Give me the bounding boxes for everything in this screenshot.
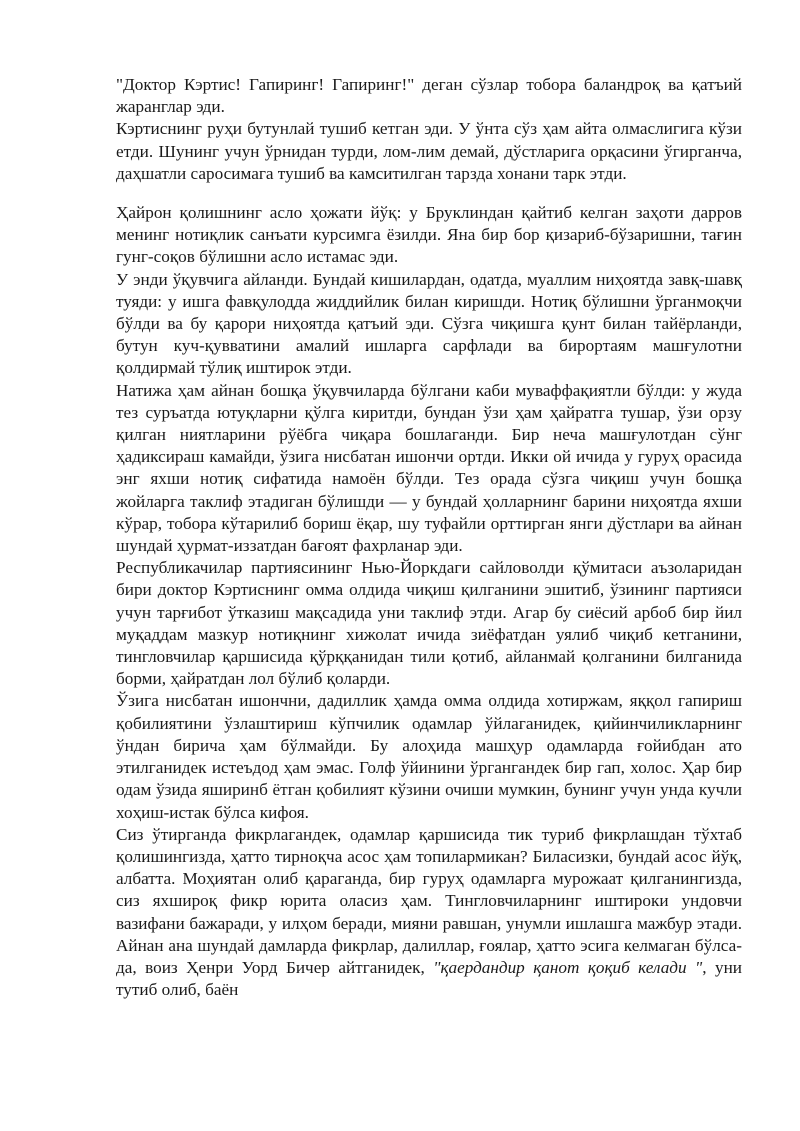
beecher-quote: "қаердандир қанот қоқиб келади " (433, 957, 703, 977)
paragraph-6: Республикачилар партиясининг Нью-Йоркдаги сайловолди қўмитаси аъзоларидан бири доктор Кэртиснинг омма олдида чиқиш қилганини эшитиб, ўзининг партияси учун тарғибот ўтказиш мақсадида уни таклиф этди. Агар бу сиёсий арбоб бир йил муқаддам мазкур нотиқнинг хижолат ичида зиёфатдан уялиб чиқиб кетганини, тингловчилар қаршисида қўрққанидан тили қотиб, айланмай қолганини билганида борми, ҳайратдан лол бўлиб қоларди. (116, 558, 742, 689)
paragraph-5: Натижа ҳам айнан бошқа ўқувчиларда бўлгани каби муваффақиятли бўлди: у жуда тез суръатда ютуқларни қўлга киритди, бундан ўзи ҳам ҳайратга тушар, ўзи орзу қилган ниятларини рўёбга чиқара бошлаганди. Бир неча машғулотдан сўнг ҳадиксираш камайди, ўзига нисбатан ишончи ортди. Икки ой ичида у гуруҳ орасида энг яхши нотиқ сифатида намоён бўлди. Тез орада сўзга чиқиш учун бошқа жойларга таклиф этадиган бўлишди — у бундай ҳолларнинг барини ниҳоятда яхши кўрар, тобора кўтарилиб бориш ёқар, шу туфайли орттирган янги дўстлари ва айнан шундай ҳурмат-иззатдан бағоят фахрланар эди. (116, 380, 742, 556)
paragraph-8-text: Сиз ўтирганда фикрлагандек, одамлар қаршисида тик туриб фикрлашдан тўхтаб қолишингизда, ҳатто тирноқча асос ҳам топилармикан? Биласизки, бундай асос йўқ, албатта. Моҳиятан олиб қараганда, бир гуруҳ одамларга мурожаат қилганингизда, сиз яхшироқ фикр юрита оласиз ҳам. Тингловчиларнинг иштироки ундовчи вазифани бажаради, у илҳом беради, мияни равшан, унумли ишлашга мажбур этади. Айнан ана шундай дамларда фикрлар, далиллар, ғоялар, ҳатто эсига келмаган бўлса-да, воиз Ҳенри Уорд Бичер айтганидек, (116, 824, 742, 977)
paragraph-3: Ҳайрон қолишнинг асло ҳожати йўқ: у Бруклиндан қайтиб келган заҳоти дарров менинг нотиқлик санъати курсимга ёзилди. Яна бир бор қизариб-бўзаришни, тағин гунг-соқов бўлишни асло истамас эди. (116, 203, 742, 267)
paragraph-2: Кэртиснинг руҳи бутунлай тушиб кетган эди. У ўнта сўз ҳам айта олмаслигига кўзи етди. Шунинг учун ўрнидан турди, лом-лим демай, дўстларига орқасини ўгирганча, даҳшатли саросимага тушиб ва камситилган тарзда хонани тарк этди. (116, 119, 742, 183)
paragraph-4: У энди ўқувчига айланди. Бундай кишилардан, одатда, муаллим ниҳоятда завқ-шавқ туяди: у ишга фавқулодда жиддийлик билан киришди. Нотиқ бўлишни ўрганмоқчи бўлди ва бу қарори ниҳоятда қатъий эди. Сўзга чиқишга қунт билан тайёрланди, бутун куч-қувватини амалий ишларга сарфлади ва бирортаям машғулотни қолдирмай тўлиқ иштирок этди. (116, 269, 742, 378)
paragraph-1: "Доктор Кэртис! Гапиринг! Гапиринг!" деган сўзлар тобора баландроқ ва қатъий жаранглар эди. (116, 75, 742, 117)
paragraph-8-tail: , уни тутиб олиб, баён (116, 957, 742, 1000)
paragraph-8 (116, 824, 742, 1002)
document-page (116, 74, 742, 1001)
paragraph-7: Ўзига нисбатан ишончни, дадиллик ҳамда омма олдида хотиржам, яққол гапириш қобилиятини ўзлаштириш кўпчилик одамлар ўйлаганидек, қийинчиликларнинг ўндан бирича ҳам бўлмайди. Бу алоҳида машҳур одамларда ғойибдан ато этилганидек истеъдод ҳам эмас. Голф ўйинини ўргангандек бир гап, холос. Ҳар бир одам ўзида яширинб ётган қобилият кўзини очиши мумкин, бунинг учун унда кучли хоҳиш-истак бўлса кифоя. (116, 691, 742, 822)
